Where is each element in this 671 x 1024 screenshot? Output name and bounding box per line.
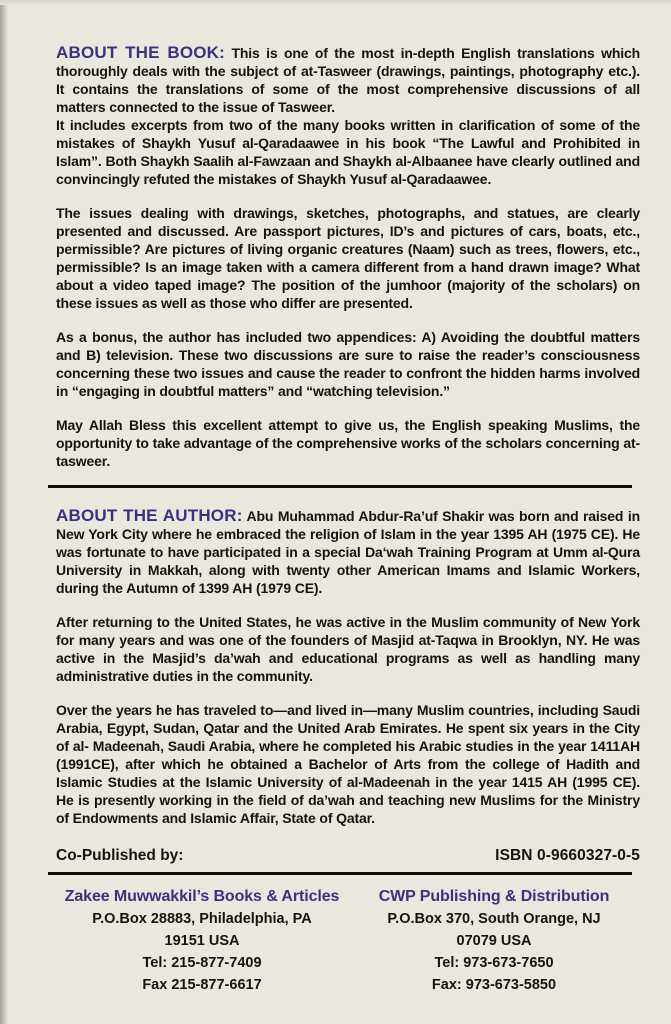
publisher-right-name: CWP Publishing & Distribution <box>378 888 610 905</box>
author-paragraph-2: After returning to the United States, he was active in the Muslim community of New York for many years and was one of the founders of Masjid at-Taqwa in Brooklyn, NY. He was active in the Masjid’s da’wah and educational programs as well as handling many administrative duties in the community. <box>56 614 640 684</box>
publisher-left-tel: Tel: 215-877-7409 <box>142 955 262 971</box>
publisher-right-address-line2: 07079 USA <box>456 933 532 949</box>
co-published-row <box>56 847 640 865</box>
section-divider <box>48 485 632 488</box>
publisher-left-name: Zakee Muwwakkil’s Books & Articles <box>64 888 340 905</box>
section-about-the-author <box>56 507 640 827</box>
book-paragraph-1-text: This is one of the most in-depth English translations which thoroughly deals with the subject of at-Tasweer (drawings, paintings, photography etc.). It contains the translations of some of the most comprehensive discussions of all matters connected to the issue of Tasweer. <box>56 45 641 115</box>
about-the-author-heading: ABOUT THE AUTHOR: <box>56 506 243 525</box>
co-published-label: Co-Published by: <box>56 847 184 864</box>
publisher-left-address-line2: 19151 USA <box>164 933 240 949</box>
book-paragraph-5: May Allah Bless this excellent attempt to give us, the English speaking Muslims, the opportunity to take advantage of the comprehensive works of the scholars concerning at-tasweer. <box>56 417 640 469</box>
scan-edge-top <box>0 0 671 5</box>
publisher-right-fax: Fax: 973-673-5850 <box>431 977 557 993</box>
publisher-left-address-line1: P.O.Box 28883, Philadelphia, PA <box>92 911 312 927</box>
book-paragraph-2: It includes excerpts from two of the many books written in clarification of some of the mistakes of Shaykh Yusuf al-Qaradaawee in his book “The Lawful and Prohibited in Islam”. Both Shaykh Saalih al-Fawzaan and Shaykh al-Albaanee have clearly outlined and convincingly refuted the mistakes of Shaykh Yusuf al-Qaradaawee. <box>56 117 640 187</box>
book-paragraph-4: As a bonus, the author has included two appendices: A) Avoiding the doubtful matters and B) television. These two discussions are sure to raise the reader’s consciousness concerning these two issues and cause the reader to confront the hidden harms involved in “engaging in doubtful matters” and “watching television.” <box>56 329 640 399</box>
publisher-right <box>348 886 640 996</box>
publisher-left <box>56 886 348 996</box>
scan-edge-left <box>0 0 8 1024</box>
about-the-book-heading: ABOUT THE BOOK: <box>56 43 226 62</box>
section-about-the-book <box>56 44 640 470</box>
publisher-left-fax: Fax 215-877-6617 <box>142 977 262 993</box>
publishers-block <box>56 886 640 996</box>
publisher-right-tel: Tel: 973-673-7650 <box>434 955 554 971</box>
author-paragraph-1-text: Abu Muhammad Abdur-Ra’uf Shakir was born and raised in New York City where he embraced the religion of Islam in the year 1395 AH (1975 CE). He was fortunate to have participated in a special Da‘wah Training Program at Umm al-Qura University in Makkah, along with twenty other American Imams and Islamic Workers, during the Autumn of 1399 AH (1979 CE). <box>56 508 640 596</box>
isbn-number: ISBN 0-9660327-0-5 <box>495 847 640 864</box>
footer-divider <box>48 872 632 875</box>
publisher-right-address-line1: P.O.Box 370, South Orange, NJ <box>387 911 601 927</box>
author-paragraph-1 <box>56 507 640 597</box>
cover-content <box>56 44 640 996</box>
book-paragraph-3: The issues dealing with drawings, sketches, photographs, and statues, are clearly presented and discussed. Are passport pictures, ID’s and pictures of cars, boats, etc., permissible? Are pictures of living organic creatures (Naam) such as trees, flowers, etc., permissible? Is an image taken with a camera different from a hand drawn image? What about a video taped image? The position of the jumhoor (majority of the scholars) on these issues as well as those who differ are presented. <box>56 205 640 311</box>
book-paragraph-1 <box>56 44 640 116</box>
author-paragraph-3: Over the years he has traveled to—and lived in—many Muslim countries, including Saudi Arabia, Egypt, Sudan, Qatar and the United Arab Emirates. He spent six years in the City of al- Madeenah, Saudi Arabia, where he completed his Arabic studies in the year 1411AH (1991CE), after which he obtained a Bachelor of Arts from the college of Hadith and Islamic Studies at the Islamic University of al-Madeenah in the year 1415 AH (1995 CE). He is presently working in the field of da’wah and teaching new Muslims for the Ministry of Endowments and Islamic Affair, State of Qatar. <box>56 702 640 826</box>
